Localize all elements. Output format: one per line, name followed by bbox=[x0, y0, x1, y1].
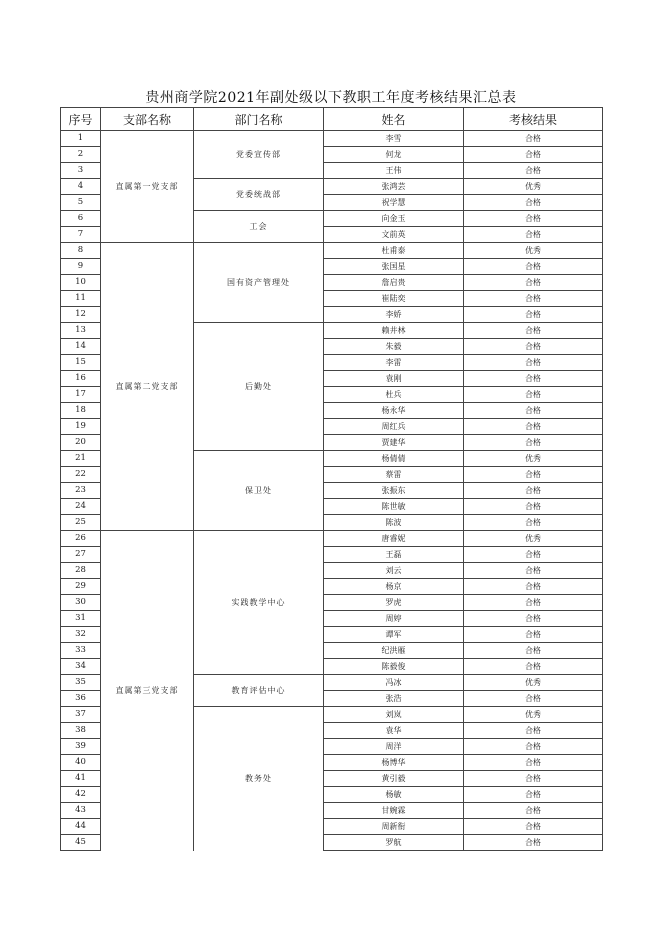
row-number: 24 bbox=[61, 499, 101, 515]
staff-name: 祝学慧 bbox=[324, 195, 464, 211]
assessment-result: 合格 bbox=[464, 291, 603, 307]
table-row bbox=[61, 531, 603, 547]
assessment-result: 合格 bbox=[464, 355, 603, 371]
row-number: 18 bbox=[61, 403, 101, 419]
header-row bbox=[61, 108, 603, 131]
assessment-result: 合格 bbox=[464, 371, 603, 387]
assessment-result: 合格 bbox=[464, 771, 603, 787]
department-name: 保卫处 bbox=[194, 451, 324, 531]
row-number: 37 bbox=[61, 707, 101, 723]
row-number: 1 bbox=[61, 131, 101, 147]
header-name: 姓名 bbox=[324, 108, 464, 131]
row-number: 26 bbox=[61, 531, 101, 547]
row-number: 17 bbox=[61, 387, 101, 403]
assessment-result: 合格 bbox=[464, 435, 603, 451]
assessment-result: 优秀 bbox=[464, 531, 603, 547]
assessment-result: 合格 bbox=[464, 723, 603, 739]
staff-name: 杨敏 bbox=[324, 787, 464, 803]
assessment-result: 优秀 bbox=[464, 707, 603, 723]
assessment-result: 合格 bbox=[464, 307, 603, 323]
assessment-result: 合格 bbox=[464, 499, 603, 515]
row-number: 3 bbox=[61, 163, 101, 179]
row-number: 7 bbox=[61, 227, 101, 243]
row-number: 4 bbox=[61, 179, 101, 195]
assessment-result: 合格 bbox=[464, 483, 603, 499]
staff-name: 冯冰 bbox=[324, 675, 464, 691]
staff-name: 袁华 bbox=[324, 723, 464, 739]
row-number: 12 bbox=[61, 307, 101, 323]
assessment-result: 优秀 bbox=[464, 179, 603, 195]
staff-name: 杨京 bbox=[324, 579, 464, 595]
header-branch: 支部名称 bbox=[101, 108, 194, 131]
table-body bbox=[61, 131, 603, 851]
assessment-result: 优秀 bbox=[464, 243, 603, 259]
staff-name: 崔陆奕 bbox=[324, 291, 464, 307]
row-number: 22 bbox=[61, 467, 101, 483]
assessment-result: 合格 bbox=[464, 787, 603, 803]
row-number: 28 bbox=[61, 563, 101, 579]
branch-name: 直属第二党支部 bbox=[101, 243, 194, 531]
staff-name: 赖井林 bbox=[324, 323, 464, 339]
assessment-result: 合格 bbox=[464, 819, 603, 835]
row-number: 6 bbox=[61, 211, 101, 227]
assessment-result: 合格 bbox=[464, 803, 603, 819]
row-number: 35 bbox=[61, 675, 101, 691]
assessment-result: 合格 bbox=[464, 835, 603, 851]
staff-name: 罗航 bbox=[324, 835, 464, 851]
department-name: 党委统战部 bbox=[194, 179, 324, 211]
staff-name: 贾建华 bbox=[324, 435, 464, 451]
staff-name: 罗虎 bbox=[324, 595, 464, 611]
department-name: 国有资产管理处 bbox=[194, 243, 324, 323]
row-number: 29 bbox=[61, 579, 101, 595]
assessment-result: 合格 bbox=[464, 339, 603, 355]
row-number: 31 bbox=[61, 611, 101, 627]
assessment-result: 合格 bbox=[464, 387, 603, 403]
assessment-result: 合格 bbox=[464, 131, 603, 147]
table-row bbox=[61, 131, 603, 147]
assessment-result: 合格 bbox=[464, 259, 603, 275]
staff-name: 周婷 bbox=[324, 611, 464, 627]
assessment-result: 合格 bbox=[464, 195, 603, 211]
row-number: 34 bbox=[61, 659, 101, 675]
assessment-result: 合格 bbox=[464, 547, 603, 563]
department-name: 教育评估中心 bbox=[194, 675, 324, 707]
staff-name: 刘岚 bbox=[324, 707, 464, 723]
row-number: 15 bbox=[61, 355, 101, 371]
row-number: 32 bbox=[61, 627, 101, 643]
assessment-result: 优秀 bbox=[464, 675, 603, 691]
staff-name: 詹启贵 bbox=[324, 275, 464, 291]
assessment-result: 合格 bbox=[464, 627, 603, 643]
row-number: 21 bbox=[61, 451, 101, 467]
row-number: 27 bbox=[61, 547, 101, 563]
staff-name: 何龙 bbox=[324, 147, 464, 163]
staff-name: 陈世敏 bbox=[324, 499, 464, 515]
row-number: 20 bbox=[61, 435, 101, 451]
branch-name: 直属第一党支部 bbox=[101, 131, 194, 243]
staff-name: 张国星 bbox=[324, 259, 464, 275]
header-number: 序号 bbox=[61, 108, 101, 131]
staff-name: 张振东 bbox=[324, 483, 464, 499]
assessment-result: 合格 bbox=[464, 579, 603, 595]
document-title: 贵州商学院2021年副处级以下教职工年度考核结果汇总表 bbox=[145, 90, 517, 106]
table-row bbox=[61, 243, 603, 259]
assessment-result: 合格 bbox=[464, 755, 603, 771]
assessment-result: 合格 bbox=[464, 403, 603, 419]
department-name: 后勤处 bbox=[194, 323, 324, 451]
assessment-result: 合格 bbox=[464, 211, 603, 227]
assessment-result: 合格 bbox=[464, 643, 603, 659]
staff-name: 王伟 bbox=[324, 163, 464, 179]
row-number: 33 bbox=[61, 643, 101, 659]
row-number: 43 bbox=[61, 803, 101, 819]
assessment-result: 合格 bbox=[464, 419, 603, 435]
staff-name: 李雪 bbox=[324, 131, 464, 147]
assessment-result: 合格 bbox=[464, 275, 603, 291]
row-number: 42 bbox=[61, 787, 101, 803]
staff-name: 向金玉 bbox=[324, 211, 464, 227]
staff-name: 张鸿芸 bbox=[324, 179, 464, 195]
header-result: 考核结果 bbox=[464, 108, 603, 131]
staff-name: 甘婉霖 bbox=[324, 803, 464, 819]
staff-name: 杨永华 bbox=[324, 403, 464, 419]
staff-name: 张浩 bbox=[324, 691, 464, 707]
assessment-result: 合格 bbox=[464, 659, 603, 675]
row-number: 14 bbox=[61, 339, 101, 355]
row-number: 9 bbox=[61, 259, 101, 275]
row-number: 10 bbox=[61, 275, 101, 291]
assessment-table bbox=[60, 107, 603, 851]
assessment-result: 合格 bbox=[464, 563, 603, 579]
staff-name: 周洋 bbox=[324, 739, 464, 755]
row-number: 44 bbox=[61, 819, 101, 835]
department-name: 党委宣传部 bbox=[194, 131, 324, 179]
row-number: 16 bbox=[61, 371, 101, 387]
staff-name: 陈毅俊 bbox=[324, 659, 464, 675]
row-number: 36 bbox=[61, 691, 101, 707]
staff-name: 杜甫泰 bbox=[324, 243, 464, 259]
staff-name: 周红兵 bbox=[324, 419, 464, 435]
row-number: 5 bbox=[61, 195, 101, 211]
staff-name: 袁刚 bbox=[324, 371, 464, 387]
staff-name: 李雷 bbox=[324, 355, 464, 371]
staff-name: 谭军 bbox=[324, 627, 464, 643]
staff-name: 文前英 bbox=[324, 227, 464, 243]
assessment-result: 合格 bbox=[464, 163, 603, 179]
assessment-result: 合格 bbox=[464, 739, 603, 755]
staff-name: 黄引毅 bbox=[324, 771, 464, 787]
row-number: 2 bbox=[61, 147, 101, 163]
assessment-result: 合格 bbox=[464, 227, 603, 243]
assessment-result: 合格 bbox=[464, 611, 603, 627]
staff-name: 杜兵 bbox=[324, 387, 464, 403]
staff-name: 杨倩倩 bbox=[324, 451, 464, 467]
row-number: 13 bbox=[61, 323, 101, 339]
assessment-result: 合格 bbox=[464, 147, 603, 163]
assessment-result: 合格 bbox=[464, 515, 603, 531]
department-name: 实践教学中心 bbox=[194, 531, 324, 675]
row-number: 30 bbox=[61, 595, 101, 611]
staff-name: 纪洪雁 bbox=[324, 643, 464, 659]
row-number: 40 bbox=[61, 755, 101, 771]
branch-name: 直属第三党支部 bbox=[101, 531, 194, 851]
assessment-result: 合格 bbox=[464, 691, 603, 707]
staff-name: 唐睿妮 bbox=[324, 531, 464, 547]
assessment-result: 优秀 bbox=[464, 451, 603, 467]
row-number: 11 bbox=[61, 291, 101, 307]
row-number: 8 bbox=[61, 243, 101, 259]
staff-name: 王磊 bbox=[324, 547, 464, 563]
staff-name: 李娇 bbox=[324, 307, 464, 323]
row-number: 39 bbox=[61, 739, 101, 755]
header-department: 部门名称 bbox=[194, 108, 324, 131]
row-number: 45 bbox=[61, 835, 101, 851]
staff-name: 刘云 bbox=[324, 563, 464, 579]
staff-name: 周新衔 bbox=[324, 819, 464, 835]
staff-name: 杨博华 bbox=[324, 755, 464, 771]
row-number: 41 bbox=[61, 771, 101, 787]
assessment-result: 合格 bbox=[464, 595, 603, 611]
row-number: 19 bbox=[61, 419, 101, 435]
department-name: 工会 bbox=[194, 211, 324, 243]
row-number: 38 bbox=[61, 723, 101, 739]
row-number: 25 bbox=[61, 515, 101, 531]
staff-name: 朱毅 bbox=[324, 339, 464, 355]
row-number: 23 bbox=[61, 483, 101, 499]
staff-name: 陈波 bbox=[324, 515, 464, 531]
assessment-result: 合格 bbox=[464, 323, 603, 339]
assessment-result: 合格 bbox=[464, 467, 603, 483]
department-name: 教务处 bbox=[194, 707, 324, 851]
staff-name: 蔡雷 bbox=[324, 467, 464, 483]
